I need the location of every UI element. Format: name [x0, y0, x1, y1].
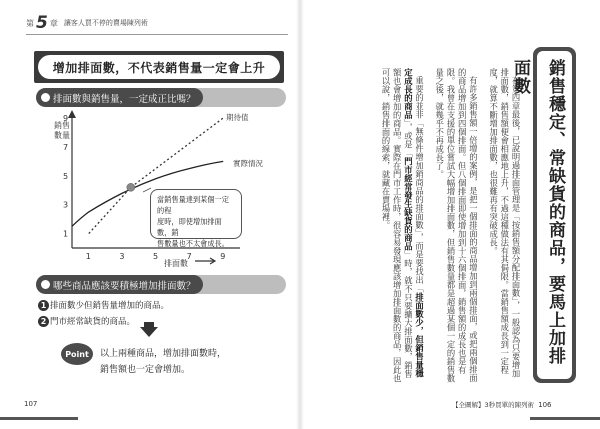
header-rule: [26, 34, 288, 35]
down-arrow-icon: [140, 327, 158, 337]
footer-bar-left: [0, 417, 78, 420]
p3-bold-2: 門市經常發生缺貨的商品: [403, 157, 414, 251]
callout-line-3: 售數量也不太會成長。: [157, 239, 229, 248]
paragraph-1: 在第四章最後，已說明過排面管理是「按銷售額分配排面數」，一般認為只要增加排面數，銷售額便會相應地上升，不過這種做法有其侷限。當銷售額成長到一定程度，就算不斷增加排面數，也很難再有突破成長。: [488, 68, 521, 379]
p3-bold-1: 排面數少，但銷售量穩定成長的商品: [403, 68, 425, 379]
book-gutter: [296, 0, 304, 429]
page-number-right: 106: [538, 400, 552, 409]
y-tick-label: 5: [63, 171, 69, 181]
pill-label: 排面數與銷售量，一定成正比嗎？: [36, 88, 203, 107]
number-badge: 1: [38, 300, 49, 311]
page-footer-right: [452, 400, 552, 409]
pill-dot: [41, 93, 50, 102]
x-label-arrow-icon: [195, 258, 215, 264]
y-tick-label: 1: [63, 229, 69, 239]
intersection-point: [127, 183, 135, 191]
chapter-title: 讓客人買不停的賣場陳列術: [63, 19, 148, 27]
book-title: 【全圖解】3秒買單的陳列術: [452, 401, 535, 409]
callout-line-1: 當銷售量達到某個一定的程: [157, 195, 229, 215]
body-text: [316, 68, 521, 386]
y-tick-label: 9: [63, 114, 69, 123]
footer-bar-right: [530, 417, 600, 420]
list-item: [38, 299, 169, 311]
x-tick-labels: [86, 252, 225, 261]
bubble-pointer: [143, 188, 151, 192]
chapter-prefix: 第: [26, 18, 34, 28]
y-tick-label: 3: [63, 200, 69, 210]
p3-text-c: 」時，就不只要擴大排面數，銷售額也會增加的商品。實際在門市工作時，很容易發現應該增加排面數的商品，因此也可以說，銷售排面的線索，就藏在賣場裡。: [380, 68, 414, 383]
y-tick-label: 7: [63, 142, 69, 152]
x-tick-label: 1: [85, 252, 91, 261]
chapter-header: [26, 12, 148, 34]
page-number-left: 107: [24, 400, 38, 408]
point-badge: Point: [61, 343, 93, 365]
banner-text: 增加排面數，不代表銷售量一定會上升: [38, 55, 280, 79]
x-tick-label: 5: [153, 252, 159, 261]
callout-line-2: 度時，即使增加排面數，銷: [157, 217, 222, 237]
point-text-1: 以上兩種商品，增加排面數時，: [100, 349, 227, 359]
y-label-line2: 數量: [54, 131, 70, 140]
number-badge: 2: [38, 316, 49, 327]
pill-dot: [41, 280, 50, 289]
section-title-box: [510, 47, 576, 383]
page-banner: [34, 51, 284, 83]
section-heading-2: [36, 275, 286, 294]
list-item-text: 排面數少但銷售量增加的商品。: [50, 301, 170, 311]
chapter-number: 5: [36, 13, 48, 33]
paragraph-2: 有許多銷售額一倍增的案例，是把一個排面的商品增加到兩個排面，或把兩個排面的商品增加到四個排面。但八個排面即使增加到十六個排面，銷售額的成長也是有限。我曾在支援的單位嘗試大幅增加排面數，但銷售數量都是超過某個一定的銷售數量之後，就幾乎不再成長了。: [434, 68, 479, 383]
section-heading-1: [36, 88, 286, 107]
chapter-suffix: 章: [49, 18, 58, 28]
x-tick-label: 7: [186, 252, 192, 261]
legend-expected: 期待值: [226, 113, 249, 122]
point-text-2: 銷售額也一定會增加。: [100, 365, 191, 375]
list-item-text: 門市經常缺貨的商品。: [50, 317, 136, 327]
legend-actual: 實際情況: [233, 159, 263, 168]
x-label: 排面數: [164, 259, 188, 268]
chart-callout: [150, 189, 242, 248]
list-item: [38, 315, 135, 327]
y-label-line1: 銷售: [54, 121, 70, 130]
x-tick-label: 9: [220, 252, 226, 261]
p3-text-a: 重要的並非「無條件增加銷商品的排面數」，而是要找出「: [414, 76, 425, 294]
p3-text-b: 」，或是「: [403, 119, 414, 158]
paragraph-3: [380, 68, 425, 386]
x-tick-label: 3: [119, 252, 125, 261]
y-axis-arrow-icon: [68, 110, 76, 118]
pill-label: 哪些商品應該要積極增加排面數？: [36, 275, 203, 294]
section-title: 銷售穩定、常缺貨的商品，要馬上加排面數: [537, 51, 572, 379]
